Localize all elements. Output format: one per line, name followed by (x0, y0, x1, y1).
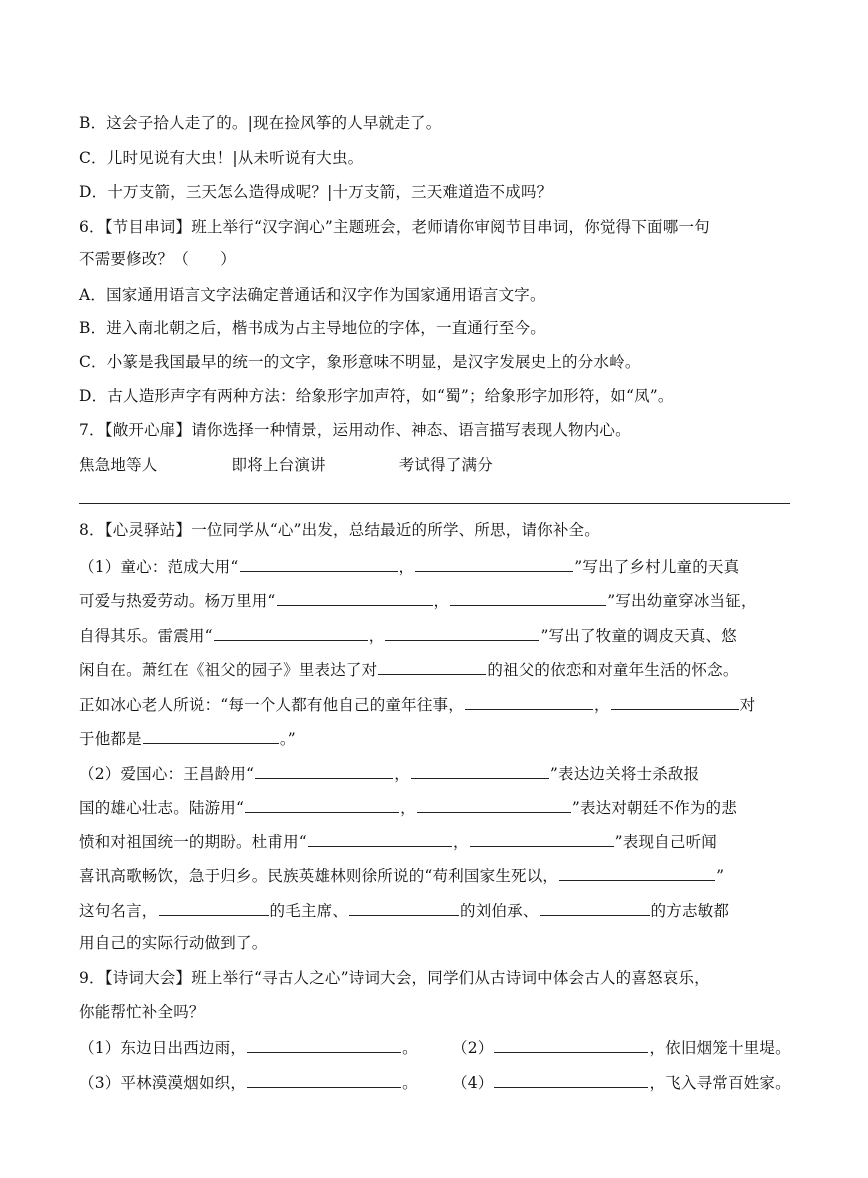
answer-blank[interactable] (245, 796, 399, 813)
q5-option-d: D．十万支箭，三天怎么造得成呢？|十万支箭，三天难道造不成吗？ (79, 183, 553, 201)
q9-stem-line1: 9．【诗词大会】班上举行“寻古人之心”诗词大会，同学们从古诗词中体会古人的喜怒哀乐， (79, 969, 710, 987)
q9-item-4: （4） ，飞入寻常百姓家。 (452, 1071, 791, 1093)
q9-item-2: （2） ，依旧烟笼十里堤。 (452, 1036, 791, 1058)
q8-p1-line5: 正如冰心老人所说：“每一个人都有他自己的童年往事， ， 对 (79, 693, 755, 715)
q6-stem-line1: 6．【节目串词】班上举行“汉字润心”主题班会，老师请你审阅节目串词，你觉得下面哪一句 (79, 218, 710, 236)
q6-stem-line2: 不需要修改？（ ） (79, 250, 237, 268)
answer-blank[interactable] (417, 796, 571, 813)
q8-p2-line5: 这句名言， 的毛主席、 的刘伯承、 的方志敏都 (79, 899, 729, 921)
q8-stem: 8．【心灵驿站】一位同学从“心”出发，总结最近的所学、所思，请你补全。 (79, 521, 600, 539)
q6-option-b: B．进入南北朝之后，楷书成为占主导地位的字体，一直通行至今。 (79, 319, 546, 337)
answer-blank[interactable] (240, 555, 398, 572)
answer-blank[interactable] (247, 1071, 401, 1088)
answer-blank[interactable] (559, 864, 715, 881)
answer-blank[interactable] (411, 762, 549, 779)
answer-blank[interactable] (494, 1071, 648, 1088)
answer-blank[interactable] (450, 589, 606, 606)
answer-blank[interactable] (143, 727, 279, 744)
answer-blank[interactable] (465, 693, 593, 710)
q9-item-3: （3）平林漠漠烟如织， 。 (79, 1071, 418, 1093)
q6-option-d: D．古人造形声字有两种方法：给象形字加声符，如“蜀”；给象形字加形符，如“凤”。 (79, 387, 674, 405)
q7-option-2: 即将上台演讲 (231, 456, 326, 474)
answer-blank[interactable] (349, 899, 459, 916)
answer-blank[interactable] (415, 555, 573, 572)
q8-p2-line4: 喜讯高歌畅饮，急于归乡。民族英雄林则徐所说的“苟利国家生死以， ” (79, 864, 724, 886)
q8-p2-line3: 愤和对祖国统一的期盼。杜甫用“ ， ”表现自己听闻 (79, 830, 717, 852)
q7-options (79, 455, 493, 475)
answer-blank[interactable] (385, 624, 539, 641)
answer-blank[interactable] (611, 693, 739, 710)
q8-p2-line1: （2）爱国心：王昌龄用“ ， ”表达边关将士杀敌报 (79, 762, 699, 784)
q9-stem-line2: 你能帮忙补全吗？ (79, 1003, 205, 1021)
q9-item-1: （1）东边日出西边雨， 。 (79, 1036, 418, 1058)
q7-option-3: 考试得了满分 (398, 456, 493, 474)
q8-p1-line2: 可爱与热爱劳动。杨万里用“ ， ”写出幼童穿冰当钲， (79, 589, 757, 611)
q6-option-c: C．小篆是我国最早的统一的文字，象形意味不明显，是汉字发展史上的分水岭。 (79, 353, 641, 371)
answer-blank[interactable] (159, 899, 269, 916)
q8-p1-line1: （1）童心：范成大用“ ， ”写出了乡村儿童的天真 (79, 555, 739, 577)
answer-blank[interactable] (277, 589, 433, 606)
q8-p2-line6: 用自己的实际行动做到了。 (79, 934, 268, 952)
q8-p1-line3: 自得其乐。雷震用“ ， ”写出了牧童的调皮天真、悠 (79, 624, 737, 646)
answer-blank[interactable] (494, 1036, 648, 1053)
q7-option-1: 焦急地等人 (79, 456, 158, 474)
q5-option-c: C．儿时见说有大虫！|从未听说有大虫。 (79, 149, 364, 167)
answer-blank[interactable] (540, 899, 650, 916)
q8-p2-line2: 国的雄心壮志。陆游用“ ， ”表达对朝廷不作为的悲 (79, 796, 737, 818)
q8-p1-line4: 闲自在。萧红在《祖父的园子》里表达了对 的祖父的依恋和对童年生活的怀念。 (79, 658, 739, 680)
q8-p1-line6: 于他都是 。” (79, 727, 296, 749)
answer-blank[interactable] (308, 830, 452, 847)
q6-option-a: A．国家通用语言文字法确定普通话和汉字作为国家通用语言文字。 (79, 286, 546, 304)
q7-answer-line[interactable] (79, 503, 790, 504)
answer-blank[interactable] (378, 658, 486, 675)
q5-option-b: B．这会子拾人走了的。|现在捡风筝的人早就走了。 (79, 114, 442, 132)
answer-blank[interactable] (255, 762, 393, 779)
answer-blank[interactable] (470, 830, 614, 847)
answer-blank[interactable] (214, 624, 368, 641)
q7-stem: 7．【敞开心扉】请你选择一种情景，运用动作、神态、语言描写表现人物内心。 (79, 421, 631, 439)
answer-blank[interactable] (247, 1036, 401, 1053)
